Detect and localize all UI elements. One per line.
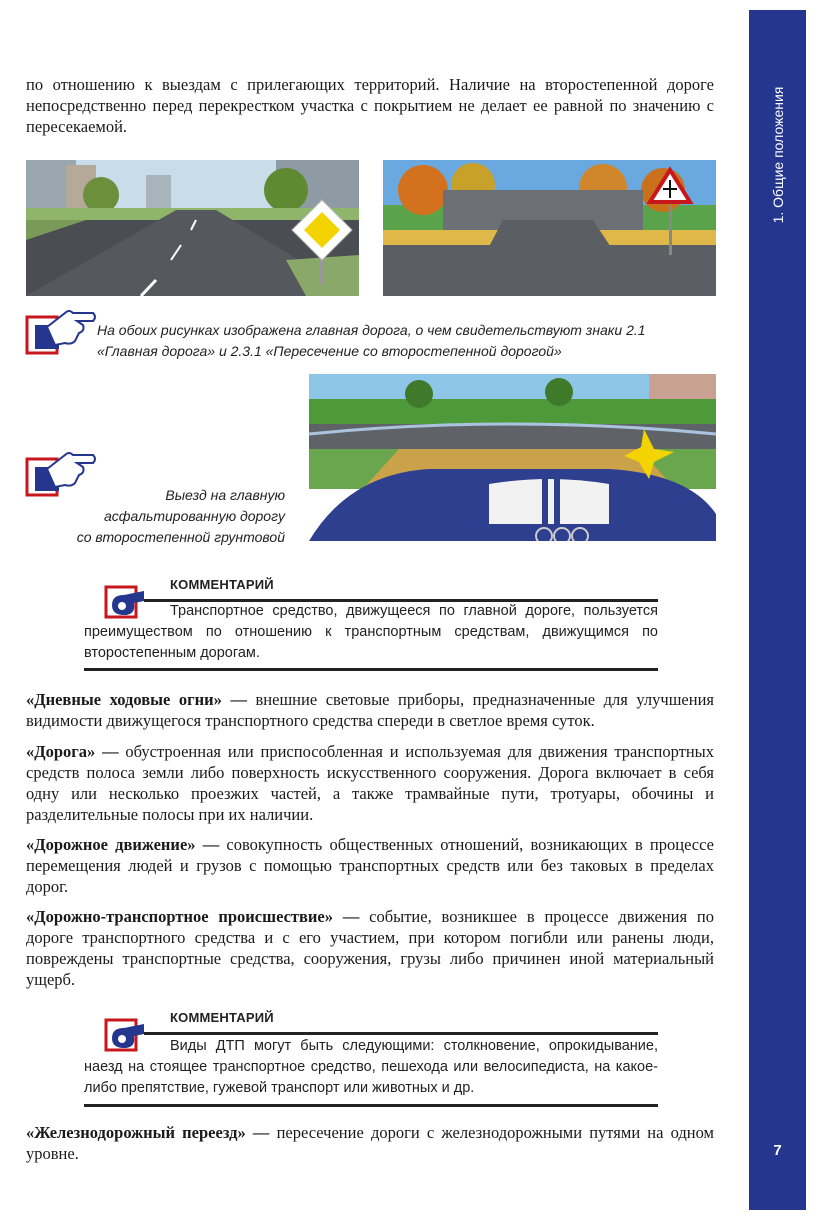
definition-road-traffic: «Дорожное движение» — совокупность общественных отношений, возникающих в процессе перемещения людей и грузов с помощью транспортных средств или без таковых в пределах дорог. <box>26 835 714 896</box>
definition-railway-crossing: «Железнодорожный переезд» — пересечение дороги с железнодорожными путями на одном уровне. <box>26 1123 715 1163</box>
figure-note-exit: Выезд на главную асфальтированную дорогу со второстепенной грунтовой <box>76 487 285 545</box>
chapter-title: 1. Общие положения <box>769 86 786 224</box>
definition-daytime-lights: «Дневные ходовые огни» — внешние световые приборы, предназначенные для улучшения видимости движущегося транспортного средства спереди в светлое время суток. <box>26 690 714 730</box>
comment-bottom-rule <box>84 668 658 671</box>
illustration-main-road-crossing <box>383 160 716 296</box>
intro-paragraph: по отношению к выездам с прилегающих территорий. Наличие на второстепенной дороге непосредственно перед перекрестком участка с покрытием не делает ее равной по значению с пересекаемой. <box>26 75 714 136</box>
comment-label: КОММЕНТАРИЙ <box>170 577 274 592</box>
comment-box-accident-types <box>84 1010 658 1107</box>
comment-label: КОММЕНТАРИЙ <box>170 1010 274 1025</box>
definition-accident: «Дорожно-транспортное происшествие» — событие, возникшее в процессе движения по дороге транспортного средства и с его участием, при котором погибли или ранены люди, повреждены транспортные средства, сооружения, грузы либо причинен иной материальный ущерб. <box>26 907 715 989</box>
comment-text: Транспортное средство, движущееся по главной дороге, пользуется преимуществом по отношению к транспортным средствам, движущимся по второстепенным дорогам. <box>84 603 658 661</box>
page-number: 7 <box>773 1142 782 1159</box>
comment-box-priority <box>84 577 658 672</box>
illustration-main-road-city <box>26 160 359 296</box>
comment-bottom-rule <box>84 1104 658 1107</box>
illustration-exit-to-main-road <box>309 374 716 541</box>
figure-note-main-road: На обоих рисунках изображена главная дорога, о чем свидетельствуют знаки 2.1 «Главная дорога» и 2.3.1 «Пересечение со второстепенной дорогой» <box>97 322 646 359</box>
pointing-hand-icon <box>25 305 97 360</box>
comment-text: Виды ДТП могут быть следующими: столкновение, опрокидывание, наезд на стоящее транспортное средство, пешехода или велосипедиста, на какое-либо препятствие, гужевой транспорт или животных и др. <box>84 1038 658 1096</box>
definition-road: «Дорога» — обустроенная или приспособленная и используемая для движения транспортных средств полоса земли либо поверхность искусственного сооружения. Дорога включает в себя одну или несколько проезжих частей, а также трамвайные пути, тротуары, обочины и разделительные полосы при их наличии. <box>26 742 714 824</box>
comment-divider <box>144 1032 658 1035</box>
